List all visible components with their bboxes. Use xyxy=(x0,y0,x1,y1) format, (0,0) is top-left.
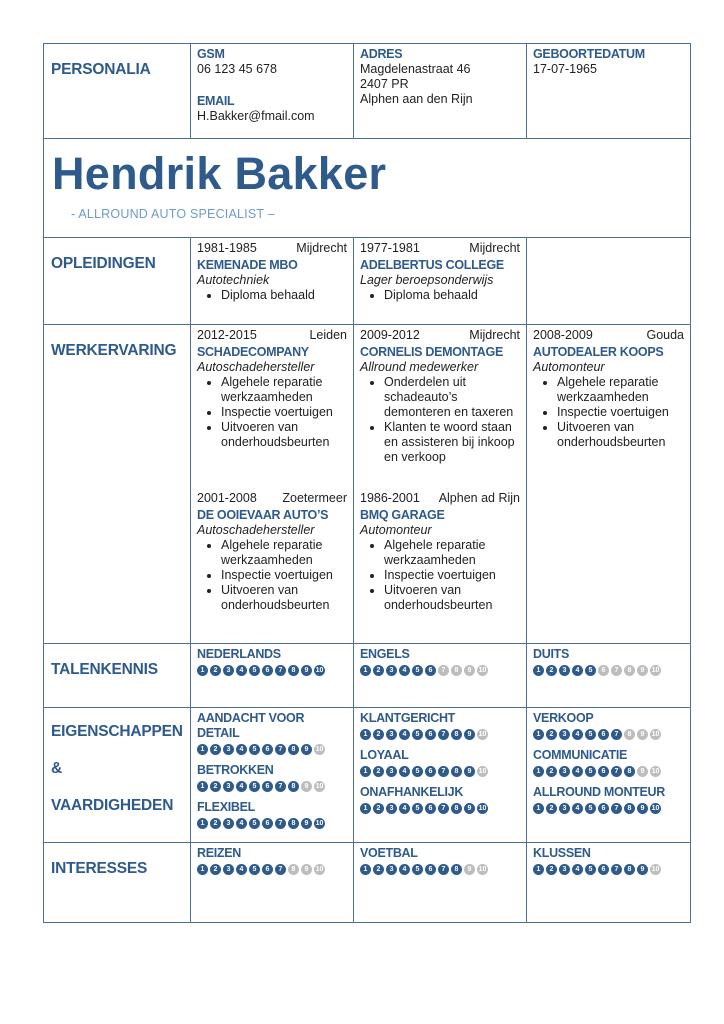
rating-dot: 6 xyxy=(425,766,436,777)
rating-dot: 8 xyxy=(288,781,299,792)
rating-dots xyxy=(360,665,520,676)
section-title-personalia: PERSONALIA xyxy=(44,44,191,139)
rating-dot: 8 xyxy=(451,864,462,875)
rating-dot: 3 xyxy=(223,665,234,676)
birthdate-cell xyxy=(527,44,691,139)
rating-dot: 6 xyxy=(598,766,609,777)
rating-dot: 8 xyxy=(624,803,635,814)
bullet-item: • Algehele reparatie werkzaamheden xyxy=(384,538,520,568)
rating-dot: 9 xyxy=(301,744,312,755)
rating-dot: 1 xyxy=(533,864,544,875)
geboortedatum-label: GEBOORTEDATUM xyxy=(533,47,645,61)
bullet-item: • Uitvoeren van onderhoudsbeurten xyxy=(221,420,347,450)
rating-dot: 6 xyxy=(262,864,273,875)
bullet-item: • Algehele reparatie werkzaamheden xyxy=(557,375,684,405)
entry-years: 2012-2015 xyxy=(197,328,257,342)
entry-title: KEMENADE MBO xyxy=(197,258,298,272)
rating-dot: 6 xyxy=(598,864,609,875)
rating-dot: 3 xyxy=(386,665,397,676)
rating-dot: 8 xyxy=(451,803,462,814)
entry-title: CORNELIS DEMONTAGE xyxy=(360,345,503,359)
entry-place: Zoetermeer xyxy=(282,491,347,505)
rating-dot: 8 xyxy=(288,864,299,875)
entry-title: BMQ GARAGE xyxy=(360,508,445,522)
rating-dot: 5 xyxy=(585,729,596,740)
entry-bullets xyxy=(360,375,520,465)
bullet-item: • Diploma behaald xyxy=(221,288,347,303)
entry-years: 1981-1985 xyxy=(197,241,257,255)
rating-dot: 6 xyxy=(425,864,436,875)
entry-bullets xyxy=(360,538,520,613)
rating-dot: 9 xyxy=(637,766,648,777)
rating-dot: 3 xyxy=(559,803,570,814)
entry-bullets xyxy=(533,375,684,450)
rating-dot: 2 xyxy=(373,803,384,814)
work-entry xyxy=(360,328,520,491)
entry-title: DE OOIEVAAR AUTO’S xyxy=(197,508,329,522)
skill-name: VERKOOP xyxy=(533,711,594,725)
education-entry xyxy=(191,238,354,325)
rating-dot: 2 xyxy=(373,766,384,777)
rating-dot: 9 xyxy=(464,864,475,875)
rating-dot: 7 xyxy=(438,665,449,676)
eigenschappen-row xyxy=(44,708,691,843)
rating-dot: 5 xyxy=(412,665,423,676)
rating-dot: 6 xyxy=(262,665,273,676)
rating-dot: 3 xyxy=(386,803,397,814)
contact-cell xyxy=(191,44,354,139)
rating-dot: 10 xyxy=(315,667,324,674)
rating-dot: 4 xyxy=(572,766,583,777)
rating-dot: 9 xyxy=(301,665,312,676)
address-cell xyxy=(354,44,527,139)
name-row xyxy=(44,139,691,238)
rating-dot: 3 xyxy=(386,766,397,777)
geboortedatum-value: 17-07-1965 xyxy=(533,62,597,76)
rating-dot: 8 xyxy=(624,729,635,740)
rating-dot: 8 xyxy=(624,665,635,676)
rating-dot: 4 xyxy=(236,665,247,676)
entry-role: Automonteur xyxy=(533,360,605,374)
rating-dot: 3 xyxy=(559,864,570,875)
skill-name: LOYAAL xyxy=(360,748,409,762)
skill-column xyxy=(527,708,691,843)
bullet-item: • Diploma behaald xyxy=(384,288,520,303)
language-name: ENGELS xyxy=(360,647,410,661)
rating-dot: 10 xyxy=(315,820,324,827)
rating-dot: 6 xyxy=(262,744,273,755)
rating-dot: 2 xyxy=(546,766,557,777)
rating-dots xyxy=(197,665,347,676)
section-title-opleidingen: OPLEIDINGEN xyxy=(44,238,191,325)
rating-dot: 4 xyxy=(399,803,410,814)
talenkennis-row xyxy=(44,644,691,708)
gsm-label: GSM xyxy=(197,47,225,61)
section-title-interesses: INTERESSES xyxy=(44,843,191,923)
section-title-line: & xyxy=(51,760,62,777)
language-cell xyxy=(354,644,527,708)
rating-dot: 10 xyxy=(651,866,660,873)
entry-years: 2001-2008 xyxy=(197,491,257,505)
rating-dot: 6 xyxy=(425,665,436,676)
rating-dot: 8 xyxy=(451,665,462,676)
entry-years: 2008-2009 xyxy=(533,328,593,342)
entry-role: Allround medewerker xyxy=(360,360,479,374)
rating-dot: 9 xyxy=(637,665,648,676)
rating-dot: 7 xyxy=(438,803,449,814)
rating-dot: 4 xyxy=(236,818,247,829)
empty-cell xyxy=(527,238,691,325)
work-column xyxy=(191,325,354,644)
skill-name: ONAFHANKELIJK xyxy=(360,785,464,799)
rating-dot: 6 xyxy=(262,818,273,829)
gsm-value: 06 123 45 678 xyxy=(197,62,277,76)
profession-subtitle: - ALLROUND AUTO SPECIALIST – xyxy=(71,207,275,221)
rating-dot: 8 xyxy=(288,818,299,829)
rating-dot: 9 xyxy=(464,665,475,676)
interest-name: VOETBAL xyxy=(360,846,418,860)
rating-dot: 5 xyxy=(412,864,423,875)
rating-dots xyxy=(360,766,520,777)
work-column xyxy=(354,325,527,644)
education-entry xyxy=(354,238,527,325)
language-name: DUITS xyxy=(533,647,570,661)
rating-dot: 3 xyxy=(386,729,397,740)
rating-dots xyxy=(197,818,347,829)
rating-dot: 10 xyxy=(478,667,487,674)
rating-dot: 3 xyxy=(559,729,570,740)
rating-dot: 7 xyxy=(275,744,286,755)
rating-dot: 10 xyxy=(478,866,487,873)
skill-name: COMMUNICATIE xyxy=(533,748,628,762)
rating-dots xyxy=(533,729,684,740)
rating-dot: 6 xyxy=(598,729,609,740)
skill-name: KLANTGERICHT xyxy=(360,711,456,725)
rating-dot: 2 xyxy=(210,665,221,676)
rating-dot: 9 xyxy=(464,729,475,740)
rating-dot: 5 xyxy=(249,744,260,755)
skill-column xyxy=(191,708,354,843)
personalia-row xyxy=(44,44,691,139)
bullet-item: • Klanten te woord staan en assisteren bij inkoop en verkoop xyxy=(384,420,520,465)
rating-dot: 4 xyxy=(572,864,583,875)
rating-dot: 9 xyxy=(301,781,312,792)
rating-dot: 1 xyxy=(360,803,371,814)
rating-dot: 8 xyxy=(451,766,462,777)
rating-dots xyxy=(360,803,520,814)
opleidingen-row xyxy=(44,238,691,325)
rating-dot: 1 xyxy=(197,744,208,755)
rating-dot: 10 xyxy=(651,768,660,775)
rating-dot: 9 xyxy=(464,766,475,777)
rating-dot: 2 xyxy=(210,744,221,755)
rating-dot: 8 xyxy=(288,744,299,755)
interesses-row xyxy=(44,843,691,923)
rating-dot: 5 xyxy=(249,818,260,829)
rating-dot: 5 xyxy=(412,803,423,814)
rating-dot: 2 xyxy=(546,803,557,814)
entry-years: 2009-2012 xyxy=(360,328,420,342)
entry-place: Alphen ad Rijn xyxy=(438,491,520,505)
rating-dot: 2 xyxy=(546,665,557,676)
rating-dot: 6 xyxy=(425,729,436,740)
entry-bullets xyxy=(360,288,520,303)
rating-dot: 9 xyxy=(301,864,312,875)
rating-dot: 4 xyxy=(399,665,410,676)
rating-dot: 6 xyxy=(425,803,436,814)
full-name: Hendrik Bakker xyxy=(52,148,387,199)
section-title-eigenschappen xyxy=(44,708,191,843)
language-cell xyxy=(191,644,354,708)
adres-line: 2407 PR xyxy=(360,77,409,91)
section-title-talenkennis: TALENKENNIS xyxy=(44,644,191,708)
rating-dot: 5 xyxy=(412,729,423,740)
rating-dot: 2 xyxy=(210,818,221,829)
rating-dot: 10 xyxy=(478,731,487,738)
rating-dots xyxy=(197,744,347,755)
entry-bullets xyxy=(197,288,347,303)
rating-dot: 5 xyxy=(585,803,596,814)
skill-name: AANDACHT VOOR DETAIL xyxy=(197,711,305,740)
bullet-item: • Uitvoeren van onderhoudsbeurten xyxy=(384,583,520,613)
rating-dot: 4 xyxy=(236,781,247,792)
rating-dot: 2 xyxy=(210,781,221,792)
rating-dot: 2 xyxy=(373,665,384,676)
rating-dots xyxy=(533,803,684,814)
section-title-werkervaring: WERKERVARING xyxy=(44,325,191,644)
rating-dot: 2 xyxy=(210,864,221,875)
rating-dots xyxy=(533,665,684,676)
bullet-item: • Uitvoeren van onderhoudsbeurten xyxy=(221,583,347,613)
name-cell xyxy=(44,139,691,238)
entry-role: Lager beroepsonderwijs xyxy=(360,273,494,287)
rating-dot: 1 xyxy=(533,803,544,814)
rating-dot: 7 xyxy=(611,729,622,740)
section-title-line: EIGENSCHAPPEN xyxy=(51,723,183,740)
rating-dots xyxy=(533,864,684,875)
rating-dot: 2 xyxy=(546,729,557,740)
cv-table xyxy=(43,43,691,923)
rating-dot: 1 xyxy=(360,864,371,875)
rating-dot: 8 xyxy=(451,729,462,740)
adres-label: ADRES xyxy=(360,47,403,61)
skill-name: FLEXIBEL xyxy=(197,800,256,814)
bullet-item: • Inspectie voertuigen xyxy=(221,568,347,583)
rating-dot: 6 xyxy=(262,781,273,792)
rating-dot: 5 xyxy=(585,665,596,676)
skill-name: BETROKKEN xyxy=(197,763,274,777)
rating-dot: 3 xyxy=(559,766,570,777)
entry-title: AUTODEALER KOOPS xyxy=(533,345,664,359)
interest-name: KLUSSEN xyxy=(533,846,591,860)
bullet-item: • Inspectie voertuigen xyxy=(221,405,347,420)
entry-role: Autoschadehersteller xyxy=(197,360,315,374)
rating-dots xyxy=(533,766,684,777)
rating-dot: 1 xyxy=(197,818,208,829)
work-entry xyxy=(197,491,347,626)
interest-cell xyxy=(527,843,691,923)
rating-dot: 10 xyxy=(315,746,324,753)
rating-dot: 1 xyxy=(533,766,544,777)
rating-dot: 8 xyxy=(288,665,299,676)
rating-dot: 4 xyxy=(399,864,410,875)
rating-dot: 7 xyxy=(611,864,622,875)
rating-dot: 6 xyxy=(598,665,609,676)
rating-dot: 2 xyxy=(373,729,384,740)
rating-dot: 10 xyxy=(315,783,324,790)
rating-dot: 4 xyxy=(399,766,410,777)
rating-dots xyxy=(360,864,520,875)
email-value: H.Bakker@fmail.com xyxy=(197,109,315,123)
rating-dot: 5 xyxy=(249,864,260,875)
rating-dot: 5 xyxy=(585,864,596,875)
skill-name: ALLROUND MONTEUR xyxy=(533,785,665,799)
rating-dot: 3 xyxy=(223,781,234,792)
interest-cell xyxy=(191,843,354,923)
rating-dot: 1 xyxy=(533,665,544,676)
rating-dot: 9 xyxy=(637,864,648,875)
entry-place: Mijdrecht xyxy=(469,328,520,342)
rating-dot: 7 xyxy=(275,665,286,676)
rating-dot: 2 xyxy=(373,864,384,875)
rating-dots xyxy=(197,781,347,792)
rating-dot: 4 xyxy=(572,665,583,676)
rating-dot: 4 xyxy=(236,744,247,755)
rating-dot: 3 xyxy=(386,864,397,875)
work-entry xyxy=(533,328,684,491)
rating-dot: 10 xyxy=(478,768,487,775)
rating-dot: 1 xyxy=(197,864,208,875)
entry-place: Gouda xyxy=(646,328,684,342)
rating-dot: 5 xyxy=(249,781,260,792)
adres-line: Magdelenastraat 46 xyxy=(360,62,471,76)
rating-dot: 1 xyxy=(533,729,544,740)
rating-dots xyxy=(360,729,520,740)
rating-dot: 1 xyxy=(197,665,208,676)
bullet-item: • Onderdelen uit schadeauto’s demonteren en taxeren xyxy=(384,375,520,420)
entry-role: Autoschadehersteller xyxy=(197,523,315,537)
entry-bullets xyxy=(197,375,347,450)
rating-dot: 5 xyxy=(249,665,260,676)
section-title-line: VAARDIGHEDEN xyxy=(51,797,174,814)
rating-dot: 7 xyxy=(611,803,622,814)
email-label: EMAIL xyxy=(197,94,235,108)
rating-dot: 6 xyxy=(598,803,609,814)
rating-dot: 5 xyxy=(585,766,596,777)
language-cell xyxy=(527,644,691,708)
rating-dot: 10 xyxy=(315,866,324,873)
rating-dot: 7 xyxy=(275,781,286,792)
rating-dot: 1 xyxy=(197,781,208,792)
rating-dot: 5 xyxy=(412,766,423,777)
rating-dot: 9 xyxy=(637,729,648,740)
bullet-item: • Algehele reparatie werkzaamheden xyxy=(221,538,347,568)
entry-years: 1977-1981 xyxy=(360,241,420,255)
rating-dot: 10 xyxy=(478,805,487,812)
rating-dot: 7 xyxy=(275,818,286,829)
entry-title: ADELBERTUS COLLEGE xyxy=(360,258,504,272)
rating-dot: 4 xyxy=(236,864,247,875)
rating-dot: 2 xyxy=(546,864,557,875)
rating-dot: 9 xyxy=(301,818,312,829)
rating-dot: 1 xyxy=(360,729,371,740)
werkervaring-row xyxy=(44,325,691,644)
rating-dot: 9 xyxy=(464,803,475,814)
language-name: NEDERLANDS xyxy=(197,647,281,661)
work-column xyxy=(527,325,691,644)
rating-dot: 7 xyxy=(438,766,449,777)
work-entry xyxy=(360,491,520,626)
rating-dot: 3 xyxy=(223,864,234,875)
entry-place: Mijdrecht xyxy=(469,241,520,255)
rating-dot: 7 xyxy=(611,766,622,777)
entry-place: Mijdrecht xyxy=(296,241,347,255)
rating-dot: 3 xyxy=(559,665,570,676)
skill-column xyxy=(354,708,527,843)
rating-dot: 8 xyxy=(624,864,635,875)
rating-dot: 1 xyxy=(360,766,371,777)
rating-dot: 4 xyxy=(399,729,410,740)
bullet-item: • Algehele reparatie werkzaamheden xyxy=(221,375,347,405)
interest-name: REIZEN xyxy=(197,846,242,860)
interest-cell xyxy=(354,843,527,923)
rating-dot: 9 xyxy=(637,803,648,814)
rating-dot: 3 xyxy=(223,818,234,829)
rating-dot: 10 xyxy=(651,731,660,738)
rating-dots xyxy=(197,864,347,875)
bullet-item: • Inspectie voertuigen xyxy=(384,568,520,583)
adres-line: Alphen aan den Rijn xyxy=(360,92,473,106)
entry-place: Leiden xyxy=(309,328,347,342)
entry-role: Automonteur xyxy=(360,523,432,537)
entry-role: Autotechniek xyxy=(197,273,270,287)
rating-dot: 8 xyxy=(624,766,635,777)
rating-dot: 3 xyxy=(223,744,234,755)
rating-dot: 1 xyxy=(360,665,371,676)
rating-dot: 4 xyxy=(572,803,583,814)
entry-bullets xyxy=(197,538,347,613)
rating-dot: 7 xyxy=(275,864,286,875)
entry-title: SCHADECOMPANY xyxy=(197,345,309,359)
work-entry xyxy=(197,328,347,491)
rating-dot: 10 xyxy=(651,667,660,674)
rating-dot: 7 xyxy=(611,665,622,676)
rating-dot: 4 xyxy=(572,729,583,740)
rating-dot: 7 xyxy=(438,729,449,740)
rating-dot: 10 xyxy=(651,805,660,812)
bullet-item: • Uitvoeren van onderhoudsbeurten xyxy=(557,420,684,450)
entry-years: 1986-2001 xyxy=(360,491,420,505)
rating-dot: 7 xyxy=(438,864,449,875)
bullet-item: • Inspectie voertuigen xyxy=(557,405,684,420)
